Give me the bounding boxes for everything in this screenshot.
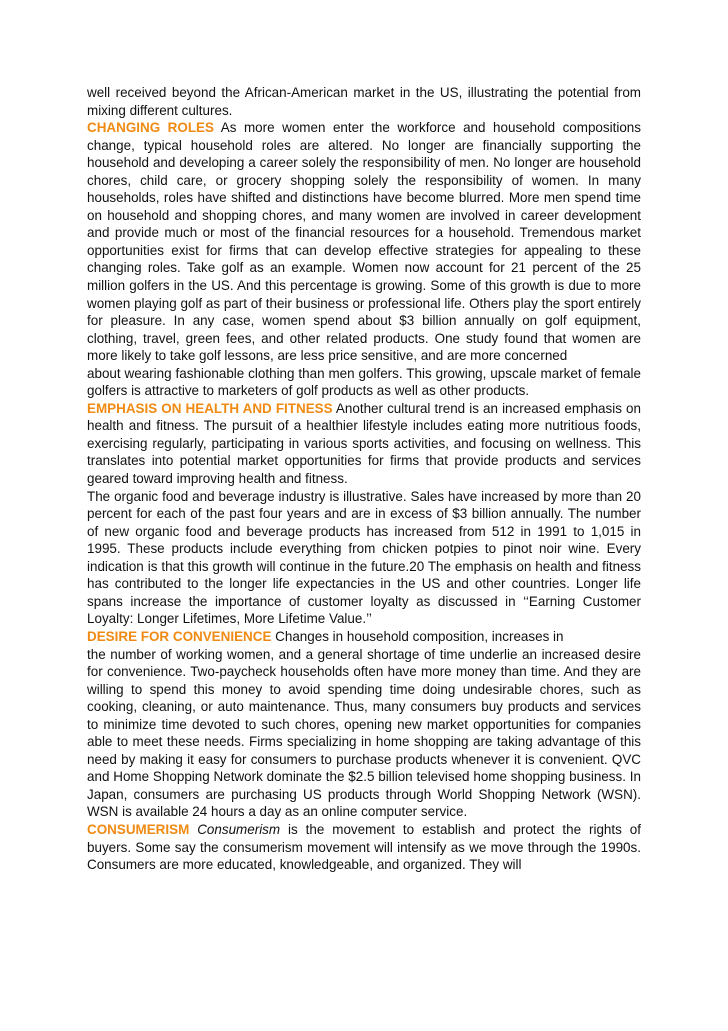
paragraph-organic-food bbox=[87, 488, 641, 628]
paragraph-convenience-heading bbox=[87, 628, 641, 646]
paragraph-text: Changes in household composition, increases in bbox=[271, 628, 564, 644]
section-heading: EMPHASIS ON HEALTH AND FITNESS bbox=[87, 400, 333, 416]
paragraph-text: Another cultural trend is an increased emphasis on health and fitness. The pursuit of a healthier lifestyle includes eating more nutritious foods, exercising regularly, participating in various sports activities, and focusing on wellness. This translates into potential market opportunities for firms that provide products and services geared toward improving health and fitness. bbox=[87, 400, 641, 487]
section-heading: DESIRE FOR CONVENIENCE bbox=[87, 628, 272, 644]
paragraph-intro bbox=[87, 84, 641, 119]
section-heading: CONSUMERISM bbox=[87, 821, 190, 837]
document-page bbox=[87, 84, 641, 874]
paragraph-text: the number of working women, and a general shortage of time underlie an increased desire for convenience. Two-paycheck households often have more money than time. And they are willing to spend this money to avoid spending time doing undesirable chores, such as cooking, cleaning, or auto maintenance. Thus, many consumers buy products and services to minimize time devoted to such chores, opening new market opportunities for companies able to meet these needs. Firms specializing in home shopping are taking advantage of this need by making it easy for consumers to purchase products whenever it is convenient. QVC and Home Shopping Network dominate the $2.5 billion televised home shopping business. In Japan, consumers are purchasing US products through World Shopping Network (WSN). WSN is available 24 hours a day as an online computer service. bbox=[87, 646, 641, 820]
paragraph-text: about wearing fashionable clothing than men golfers. This growing, upscale market of female golfers is attractive to marketers of golf products as well as other products. bbox=[87, 365, 641, 399]
italic-term: Consumerism bbox=[189, 821, 281, 837]
paragraph-text: is the movement to establish and protect the rights of buyers. Some say the consumerism movement will intensify as we move through the 1990s. Consumers are more educated, knowledgeable, and organized. They will bbox=[87, 821, 641, 873]
paragraph-changing-roles bbox=[87, 119, 641, 365]
paragraph-text: well received beyond the African-American market in the US, illustrating the potential from mixing different cultures. bbox=[87, 85, 641, 118]
paragraph-text: As more women enter the workforce and household compositions change, typical household roles are altered. No longer are financially supporting the household and developing a career solely the responsibility of men. No longer are household chores, child care, or grocery shopping solely the responsibility of women. In many households, roles have shifted and distinctions have become blurred. More men spend time on household and shopping chores, and many women are involved in career development and provide much or most of the financial resources for a household. Tremendous market opportunities exist for firms that can develop effective strategies for appealing to these changing roles. Take golf as an example. Women now account for 21 percent of the 25 million golfers in the US. And this percentage is growing. Some of this growth is due to more women playing golf as part of their business or professional life. Others play the sport entirely for pleasure. In any case, women spend about $3 billion annually on golf equipment, clothing, travel, green fees, and other related products. One study found that women are more likely to take golf lessons, are less price sensitive, and are more concerned bbox=[87, 120, 641, 364]
section-heading: CHANGING ROLES bbox=[87, 120, 214, 136]
paragraph-health-fitness bbox=[87, 400, 641, 488]
paragraph-consumerism bbox=[87, 821, 641, 874]
paragraph-female-golfers bbox=[87, 365, 641, 400]
paragraph-text: The organic food and beverage industry is illustrative. Sales have increased by more than 20 percent for each of the past four years and are in excess of $3 billion annually. The number of new organic food and beverage products has increased from 512 in 1991 to 1,015 in 1995. These products include everything from chicken potpies to pinot noir wine. Every indication is that this growth will continue in the future.20 The emphasis on health and fitness has contributed to the longer life expectancies in the US and other countries. Longer life spans increase the importance of customer loyalty as discussed in ‘‘Earning Customer Loyalty: Longer Lifetimes, More Lifetime Value.’’ bbox=[87, 488, 641, 627]
paragraph-convenience-body bbox=[87, 646, 641, 821]
